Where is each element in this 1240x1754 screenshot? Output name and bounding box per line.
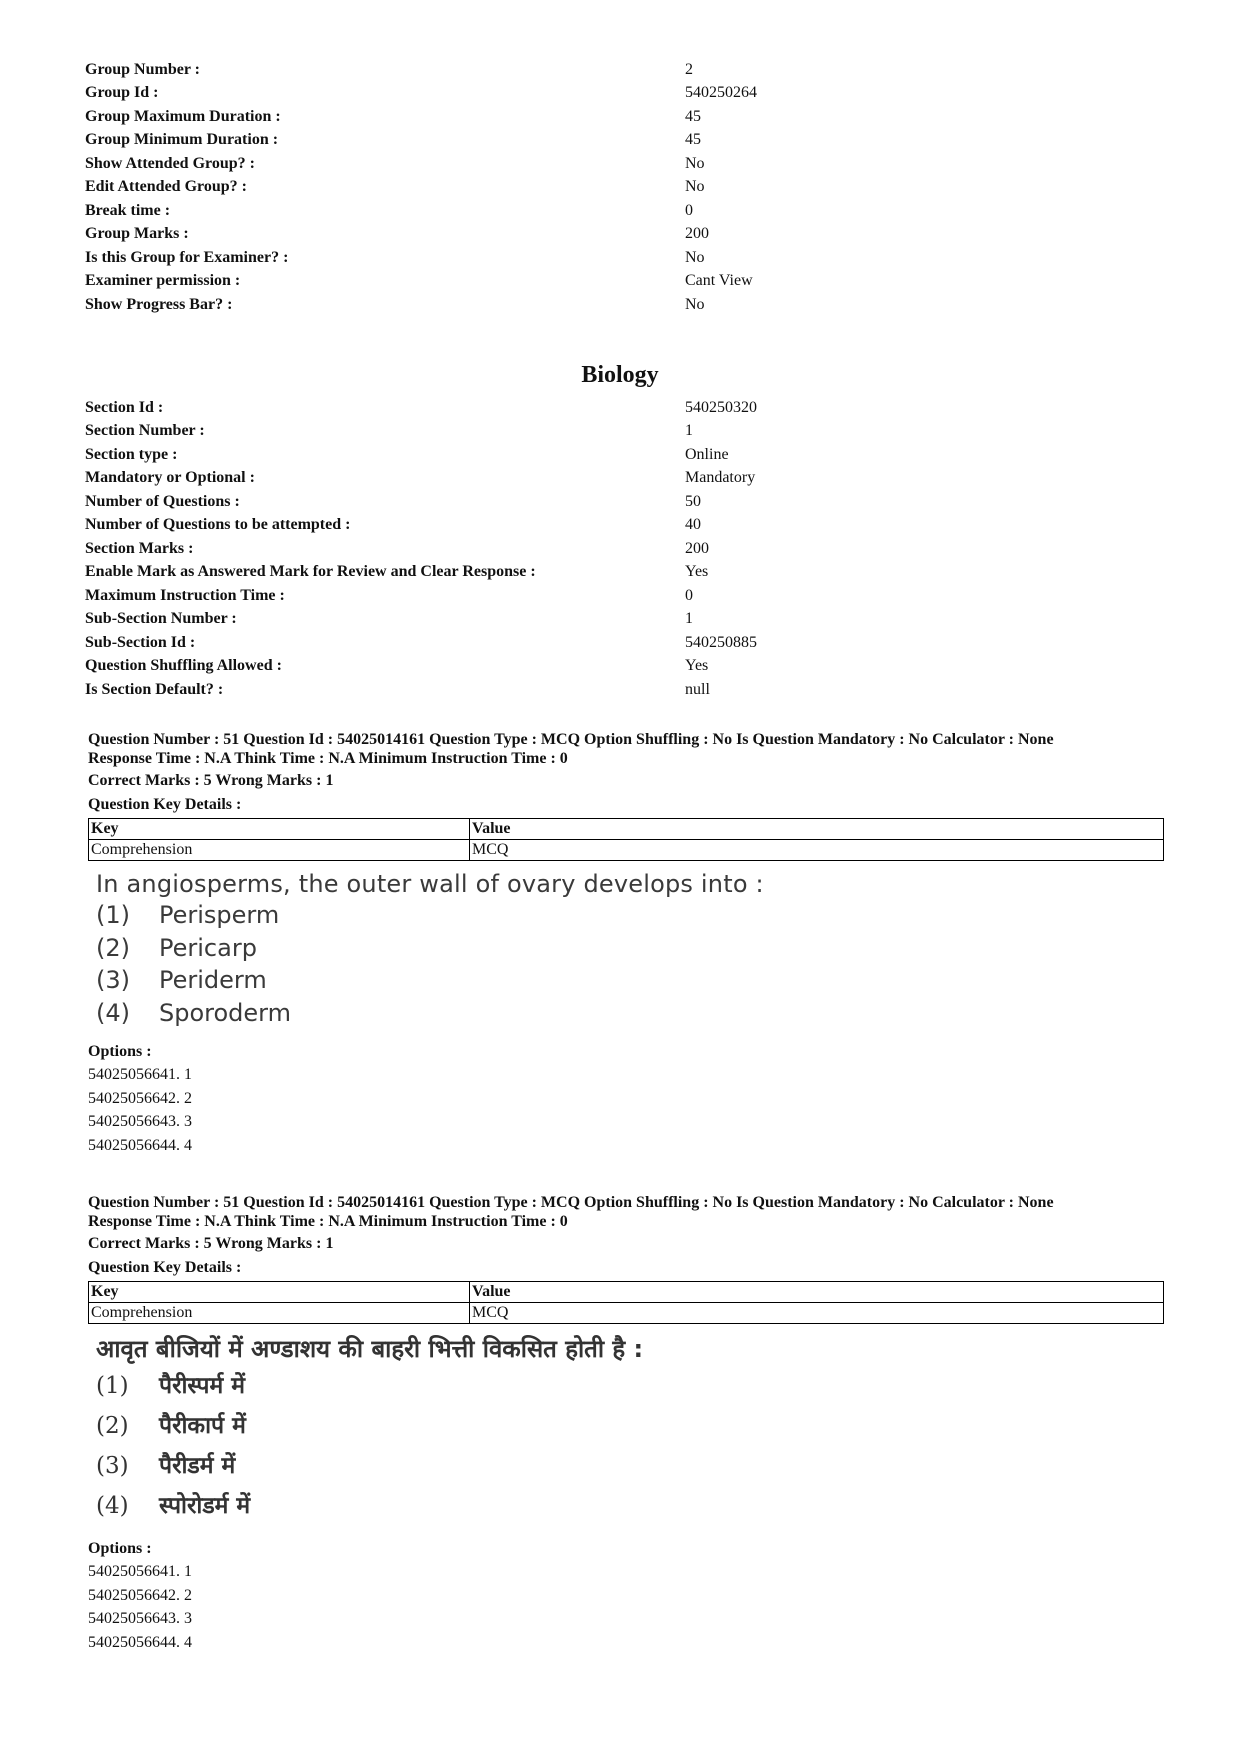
- field-value: Cant View: [685, 272, 753, 290]
- question-meta: [88, 1193, 1164, 1231]
- table-header-cell: Value: [470, 1282, 1164, 1303]
- enable-mark-answered-row: [85, 561, 1165, 585]
- field-value: 0: [685, 201, 693, 219]
- field-label: Mandatory or Optional :: [85, 469, 255, 487]
- field-label: Section type :: [85, 445, 178, 463]
- option-id-line: 54025056641. 1: [88, 1563, 192, 1580]
- option-id-line: 54025056643. 3: [88, 1610, 192, 1627]
- group-for-examiner-row: [85, 246, 1165, 270]
- field-value: Mandatory: [685, 469, 756, 487]
- choice-text: पैरीकार्प में: [159, 1413, 246, 1439]
- question-block-english: [88, 730, 1164, 1157]
- show-attended-group-row: [85, 152, 1165, 176]
- table-cell: MCQ: [470, 1303, 1164, 1324]
- options-label: Options :: [88, 1043, 152, 1060]
- field-label: Edit Attended Group? :: [85, 178, 247, 196]
- question-key-details-label: Question Key Details :: [88, 1259, 242, 1276]
- field-label: Section Id :: [85, 398, 164, 416]
- field-label: Section Marks :: [85, 539, 194, 557]
- field-value: No: [685, 178, 705, 196]
- field-label: Group Maximum Duration :: [85, 107, 281, 125]
- field-value: Yes: [685, 563, 709, 581]
- field-value: 200: [685, 225, 709, 243]
- answer-choice: [96, 1486, 1164, 1526]
- section-marks-row: [85, 537, 1165, 561]
- choice-number: (3): [96, 966, 130, 994]
- question-meta-line: Response Time : N.A Think Time : N.A Minimum Instruction Time : 0: [88, 750, 568, 767]
- field-value: 0: [685, 586, 693, 604]
- mandatory-optional-row: [85, 467, 1165, 491]
- question-marks: Correct Marks : 5 Wrong Marks : 1: [88, 772, 334, 789]
- question-meta: [88, 730, 1164, 768]
- field-label: Is Section Default? :: [85, 680, 224, 698]
- choice-text: Periderm: [159, 966, 267, 994]
- field-label: Break time :: [85, 201, 171, 219]
- choice-number: (1): [96, 901, 130, 929]
- answer-choice: [96, 899, 1164, 932]
- number-of-questions-row: [85, 490, 1165, 514]
- option-id-line: 54025056643. 3: [88, 1113, 192, 1130]
- option-id-line: 54025056642. 2: [88, 1089, 192, 1107]
- question-content: [96, 1332, 1164, 1526]
- question-key-details-label: Question Key Details :: [88, 796, 242, 813]
- answer-choice: [96, 997, 1164, 1030]
- field-value: 45: [685, 107, 701, 125]
- group-marks-row: [85, 223, 1165, 247]
- questions-to-attempt-row: [85, 514, 1165, 538]
- answer-choice: [96, 932, 1164, 965]
- show-progress-bar-row: [85, 293, 1165, 317]
- field-label: Sub-Section Number :: [85, 610, 237, 628]
- field-label: Show Progress Bar? :: [85, 295, 233, 313]
- question-meta-line: Response Time : N.A Think Time : N.A Minimum Instruction Time : 0: [88, 1213, 568, 1230]
- edit-attended-group-row: [85, 176, 1165, 200]
- field-label: Number of Questions :: [85, 492, 240, 510]
- section-details: [85, 396, 1165, 702]
- answer-choice: [96, 1406, 1164, 1446]
- choice-text: Sporoderm: [159, 998, 291, 1027]
- field-value: 1: [685, 610, 693, 628]
- group-min-duration-row: [85, 129, 1165, 153]
- field-label: Examiner permission :: [85, 272, 241, 290]
- field-label: Question Shuffling Allowed :: [85, 657, 282, 675]
- field-label: Show Attended Group? :: [85, 154, 255, 172]
- table-header-cell: Key: [89, 819, 470, 840]
- group-id-row: [85, 82, 1165, 106]
- question-meta-line: Question Number : 51 Question Id : 54025014161 Question Type : MCQ Option Shuffling : No Is Question Mandatory : No Calculator : None: [88, 731, 1054, 748]
- choice-text: स्पोरोडर्म में: [159, 1493, 251, 1519]
- field-value: No: [685, 295, 705, 313]
- choice-number: (3): [96, 1453, 129, 1479]
- table-cell: Comprehension: [89, 1303, 470, 1324]
- question-marks: Correct Marks : 5 Wrong Marks : 1: [88, 1235, 334, 1252]
- field-value: Online: [685, 445, 729, 463]
- question-shuffling-row: [85, 655, 1165, 679]
- field-label: Group Number :: [85, 60, 200, 78]
- table-row: [89, 1303, 1164, 1324]
- table-header-cell: Key: [89, 1282, 470, 1303]
- choice-text: पैरीडर्म में: [159, 1453, 236, 1479]
- choice-number: (1): [96, 1373, 129, 1399]
- field-value: 40: [685, 516, 701, 534]
- question-stem: In angiosperms, the outer wall of ovary develops into :: [96, 870, 764, 898]
- field-label: Enable Mark as Answered Mark for Review and Clear Response :: [85, 563, 536, 581]
- options-label: Options :: [88, 1540, 152, 1557]
- field-value: 540250264: [685, 84, 757, 102]
- answer-choice: [96, 964, 1164, 997]
- choice-number: (2): [96, 933, 130, 962]
- sub-section-id-row: [85, 631, 1165, 655]
- choice-text: Pericarp: [159, 933, 257, 962]
- choice-text: Perisperm: [159, 901, 280, 929]
- field-label: Number of Questions to be attempted :: [85, 516, 351, 534]
- choice-number: (4): [96, 1493, 129, 1519]
- table-header-row: [89, 819, 1164, 840]
- section-title: Biology: [581, 362, 659, 388]
- table-cell: Comprehension: [89, 840, 470, 861]
- field-label: Sub-Section Id :: [85, 633, 196, 651]
- answer-choice: [96, 1446, 1164, 1486]
- table-header-row: [89, 1282, 1164, 1303]
- option-id-line: 54025056642. 2: [88, 1586, 192, 1604]
- option-id-line: 54025056641. 1: [88, 1066, 192, 1083]
- field-value: 45: [685, 131, 701, 149]
- table-row: [89, 840, 1164, 861]
- group-details: [85, 58, 1165, 317]
- field-label: Group Marks :: [85, 225, 189, 243]
- field-value: 540250320: [685, 398, 757, 416]
- field-value: No: [685, 154, 705, 172]
- field-value: No: [685, 248, 705, 266]
- field-label: Group Id :: [85, 84, 159, 102]
- table-cell: MCQ: [470, 840, 1164, 861]
- group-number-row: [85, 58, 1165, 82]
- group-max-duration-row: [85, 105, 1165, 129]
- field-label: Maximum Instruction Time :: [85, 586, 285, 604]
- field-value: null: [685, 680, 710, 698]
- field-label: Is this Group for Examiner? :: [85, 248, 289, 266]
- question-key-table: [88, 818, 1164, 861]
- section-number-row: [85, 420, 1165, 444]
- field-label: Section Number :: [85, 422, 205, 440]
- break-time-row: [85, 199, 1165, 223]
- table-header-cell: Value: [470, 819, 1164, 840]
- field-label: Group Minimum Duration :: [85, 131, 279, 149]
- option-id-line: 54025056644. 4: [88, 1633, 192, 1651]
- field-value: 1: [685, 422, 693, 440]
- question-meta-line: Question Number : 51 Question Id : 54025014161 Question Type : MCQ Option Shuffling : No Is Question Mandatory : No Calculator : None: [88, 1194, 1054, 1211]
- field-value: 200: [685, 539, 709, 557]
- answer-choice: [96, 1366, 1164, 1406]
- choice-number: (2): [96, 1413, 129, 1439]
- section-default-row: [85, 678, 1165, 702]
- field-value: Yes: [685, 657, 709, 675]
- question-content: [96, 869, 1164, 1029]
- choice-number: (4): [96, 998, 130, 1027]
- max-instruction-time-row: [85, 584, 1165, 608]
- field-value: 50: [685, 492, 701, 510]
- examiner-permission-row: [85, 270, 1165, 294]
- section-id-row: [85, 396, 1165, 420]
- field-value: 2: [685, 60, 693, 78]
- question-stem: आवृत बीजियों में अण्डाशय की बाहरी भित्ती विकसित होती है :: [96, 1335, 644, 1363]
- sub-section-number-row: [85, 608, 1165, 632]
- option-id-line: 54025056644. 4: [88, 1136, 192, 1154]
- field-value: 540250885: [685, 633, 757, 651]
- section-type-row: [85, 443, 1165, 467]
- question-key-table: [88, 1281, 1164, 1324]
- choice-text: पैरीस्पर्म में: [159, 1373, 245, 1399]
- question-block-hindi: [88, 1193, 1164, 1654]
